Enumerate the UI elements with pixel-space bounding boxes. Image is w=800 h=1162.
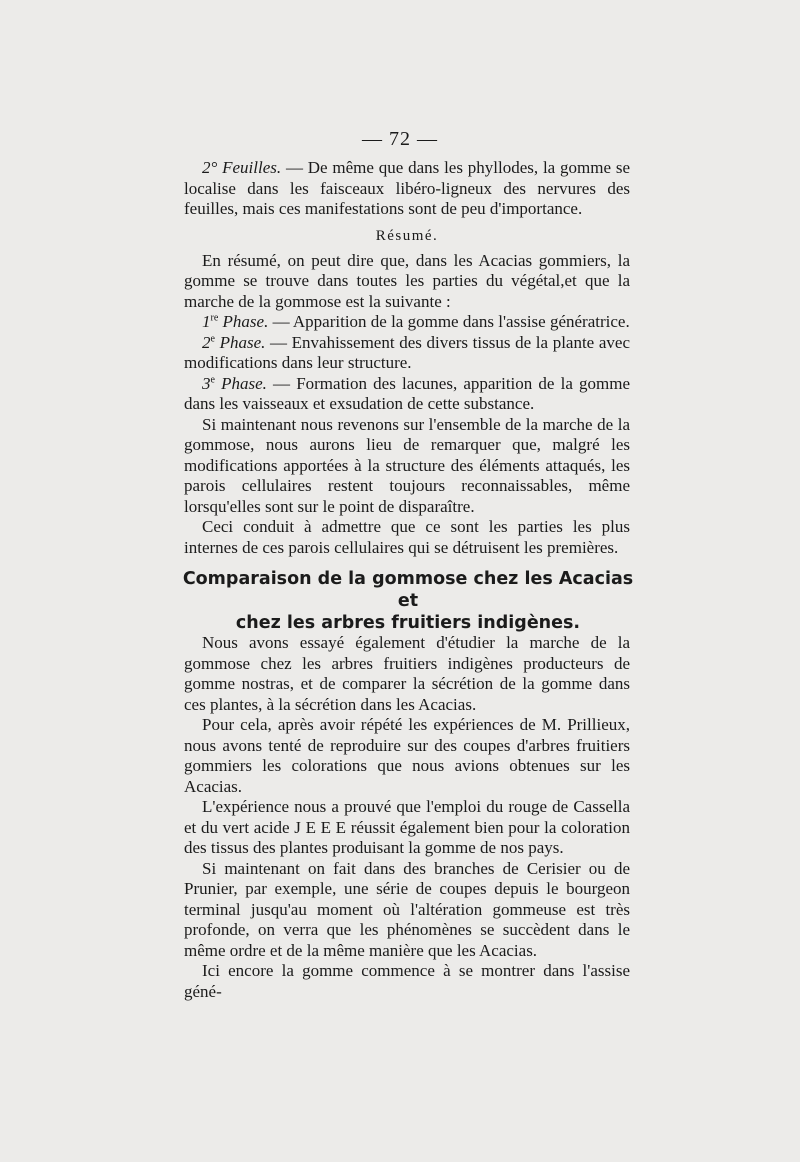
section-heading-line-2: chez les arbres fruitiers indigènes. (235, 613, 581, 633)
section-resume (184, 158, 630, 558)
feuilles-text: — De même que dans les phyllodes, la gomme se localise dans les faisceaux libéro-ligneux des nervures des feuilles, mais ces manifestations sont de peu d'importance. (184, 158, 630, 218)
feuilles-label: 2° Feuilles. (202, 158, 282, 177)
paragraph-nous-avons-essaye: Nous avons essayé également d'étudier la marche de la gommose chez les arbres fruitiers indigènes producteurs de gomme nostras, et de comparer la sécrétion de la gomme dans ces plantes, à la sécrétion dans les Acacias. (184, 633, 630, 714)
paragraph-pour-cela: Pour cela, après avoir répété les expériences de M. Prillieux, nous avons tenté de reproduire sur des coupes d'arbres fruitiers gommiers les colorations que nous avions obtenues sur les Acacias. (184, 715, 630, 796)
phase-3-text: — Formation des lacunes, apparition de la gomme dans les vaisseaux et exsudation de cette substance. (184, 373, 631, 413)
phase-1-superscript: re (210, 312, 219, 324)
phase-1-number: 1 (202, 312, 211, 331)
phase-2-number: 2 (202, 332, 211, 352)
paragraph-feuilles (184, 158, 630, 220)
section-heading-comparaison (170, 568, 646, 634)
paragraph-experience: L'expérience nous a prouvé que l'emploi du rouge de Cassella et du vert acide J E E E réussit également bien pour la coloration des tissus des plantes produisant la gomme de nos pays. (184, 797, 630, 857)
page-number: — 72 — (362, 128, 438, 150)
phase-1-text: — Apparition de la gomme dans l'assise génératrice. (268, 312, 630, 331)
phase-2-label: Phase. (214, 332, 266, 352)
paragraph-resume-intro: En résumé, on peut dire que, dans les Acacias gommiers, la gomme se trouve dans toutes les parties du végétal,et que la marche de la gommose est la suivante : (184, 250, 630, 311)
section-heading-line-1: Comparaison de la gommose chez les Acacias et (182, 569, 634, 611)
phase-1-label: Phase. (218, 312, 269, 331)
phase-3-number: 3 (202, 373, 211, 393)
paragraph-si-maintenant: Si maintenant nous revenons sur l'ensemble de la marche de la gommose, nous aurons lieu de remarquer que, malgré les modifications apportées à la structure des éléments attaqués, les parois cellulaires restent toujours reconnaissables, même lorsqu'elles sont sur le point de disparaître. (184, 414, 630, 516)
paragraph-ici-encore: Ici encore la gomme commence à se montrer dans l'assise géné- (184, 961, 630, 1001)
paragraph-phase-1 (184, 312, 630, 333)
paragraph-ceci-conduit: Ceci conduit à admettre que ce sont les parties les plus internes de ces parois cellulaires qui se détruisent les premières. (184, 517, 630, 557)
section-comparaison (184, 633, 630, 1002)
paragraph-phase-3 (184, 374, 630, 415)
phase-3-superscript: e (210, 373, 215, 385)
resume-heading: Résumé. (375, 227, 439, 244)
phase-2-superscript: e (210, 332, 215, 344)
phase-3-label: Phase. (214, 373, 267, 393)
phase-2-text: — Envahissement des divers tissus de la plante avec modifications dans leur structure. (184, 332, 630, 372)
paragraph-phase-2 (184, 333, 630, 374)
paragraph-cerisier: Si maintenant on fait dans des branches de Cerisier ou de Prunier, par exemple, une série de coupes depuis le bourgeon terminal jusqu'au moment où l'altération gommeuse est très profonde, on verra que les phénomènes se succèdent dans le même ordre et de la même manière que les Acacias. (184, 858, 630, 960)
